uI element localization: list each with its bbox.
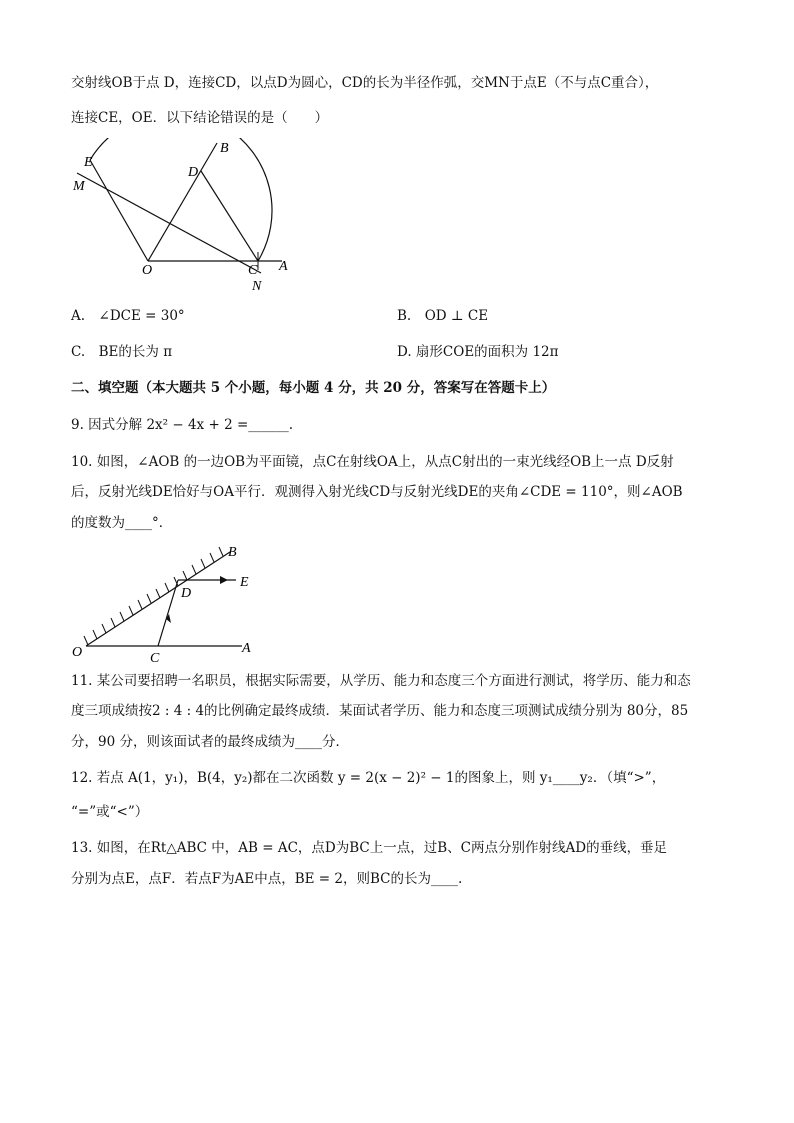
label-B: B (228, 545, 237, 560)
q12-text-line2: “=”或“<”） (71, 804, 149, 820)
label-M: M (73, 179, 85, 194)
q8-text-line1: 交射线OB于点 D，连接CD，以点D为圆心，CD的长为半径作弧，交MN于点E（不与点C重合）， (71, 75, 659, 91)
q11-text-line3: 分，90 分，则该面试者的最终成绩为____分． (71, 734, 349, 750)
section-title-fill-in: 二、填空题（本大题共 5 个小题，每小题 4 分，共 20 分，答案写在答题卡上） (71, 380, 556, 396)
q8-text-line2: 连接CE，OE．以下结论错误的是（ ） (71, 110, 329, 126)
label-E: E (240, 575, 249, 590)
label-C: C (150, 651, 160, 666)
segment-CD (201, 171, 258, 261)
label-O: O (72, 645, 83, 660)
label-C: C (248, 263, 258, 278)
label-O: O (142, 263, 153, 278)
q13-text-line2: 分别为点E，点F．若点F为AE中点，BE = 2，则BC的长为____. (71, 871, 463, 887)
q8-figure (70, 138, 300, 298)
q9-text: 9. 因式分解 2x² − 4x + 2 =______. (71, 417, 294, 433)
q8-option-b: B. OD ⊥ CE (397, 308, 489, 324)
q13-text-line1: 13. 如图，在Rt△ABC 中，AB = AC，点D为BC上一点，过B、C两点分别作射线AD的垂线，垂足 (71, 840, 668, 856)
q8-option-d: D. 扇形COE的面积为 12π (397, 344, 559, 360)
label-A: A (242, 641, 251, 656)
q11-text-line1: 11. 某公司要招聘一名职员，根据实际需要，从学历、能力和态度三个方面进行测试，将学历、能力和态 (71, 673, 691, 689)
q11-text-line2: 度三项成绩按2 : 4 : 4的比例确定最终成绩．某面试者学历、能力和态度三项测试成绩分别为 80分，85 (71, 703, 689, 719)
q10-text-line1: 10. 如图，∠AOB 的一边OB为平面镜，点C在射线OA上，从点C射出的一束光线经OB上一点 D反射 (71, 454, 674, 470)
q10-figure (70, 540, 270, 666)
label-D: D (181, 586, 192, 601)
mirror-OB (86, 552, 230, 646)
q10-text-line3: 的度数为____°． (71, 515, 173, 531)
segment-EO (90, 160, 148, 261)
label-B: B (220, 141, 229, 156)
label-D: D (188, 165, 199, 180)
q12-text-line1: 12. 若点 A(1，y₁)，B(4，y₂)都在二次函数 y = 2(x − 2)² − 1的图象上，则 y₁____y₂．（填“>”， (71, 770, 666, 786)
q10-text-line2: 后，反射光线DE恰好与OA平行．观测得入射光线CD与反射光线DE的夹角∠CDE = 110°，则∠AOB (71, 484, 683, 500)
q8-option-c: C. BE的长为 π (71, 344, 173, 360)
label-E: E (84, 155, 93, 170)
label-A: A (279, 259, 288, 274)
arc-EC (90, 138, 272, 261)
label-N: N (252, 279, 262, 294)
q8-option-a: A. ∠DCE = 30° (71, 308, 185, 324)
